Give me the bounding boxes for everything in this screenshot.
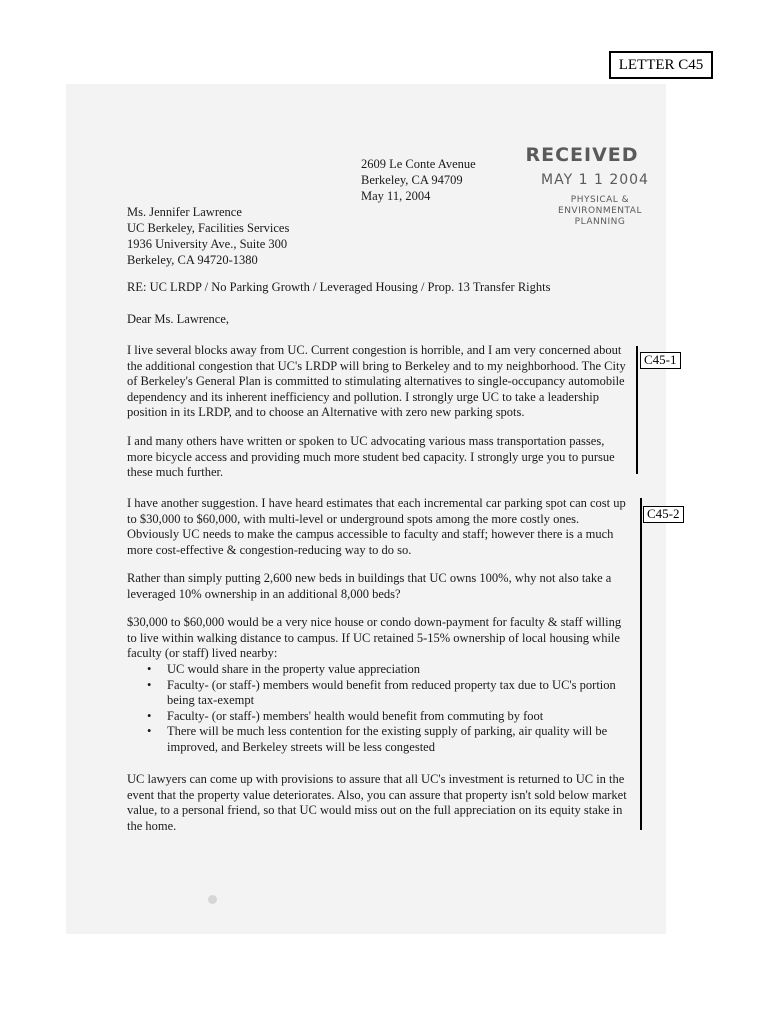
body-paragraph: Rather than simply putting 2,600 new beds in buildings that UC owns 100%, why not also take a leveraged 10% ownership in an additional 8,000 beds? [127,571,612,601]
recipient-city: Berkeley, CA 94720-1380 [127,253,258,267]
list-item: • Faculty- (or staff-) members would benefit from reduced property tax due to UC's portion being tax-exempt [127,678,633,709]
body-paragraph: UC lawyers can come up with provisions to assure that all UC's investment is returned to UC in the event that the property value deteriorates. Also, you can assure that property isn't sold below market value, to a personal friend, so that UC would miss out on the full appreciation on its equity stake in the home. [127,772,627,833]
recipient-name: Ms. Jennifer Lawrence [127,205,242,219]
list-item: • Faculty- (or staff-) members' health would benefit from commuting by foot [127,709,633,725]
comment-bracket-c45-2 [640,498,642,830]
benefits-list [127,662,633,756]
sender-street: 2609 Le Conte Avenue [361,157,476,171]
body-paragraph: $30,000 to $60,000 would be a very nice house or condo down-payment for faculty & staff willing to live within walking distance to campus. If UC retained 5-15% ownership of local housing while faculty (or staff) lived nearby: [127,615,622,661]
letter-date: May 11, 2004 [361,189,431,203]
body-paragraph: I live several blocks away from UC. Current congestion is horrible, and I am very concerned about the additional congestion that UC's LRDP will bring to Berkeley and to my neighborhood. The City of Berkeley's General Plan is committed to stimulating alternatives to single-occupancy automobile dependency and its inherent inefficiency and pollution. I strongly urge UC to take a leadership position in its LRDP, and to choose an Alternative with zero new parking spots. [127,343,626,420]
letter-tag: LETTER C45 [609,51,713,79]
comment-tag-c45-2: C45-2 [643,506,684,523]
sender-city: Berkeley, CA 94709 [361,173,463,187]
stamp-dept-line1: PHYSICAL & ENVIRONMENTAL [558,195,642,216]
stamp-dept-line2: PLANNING [574,217,626,227]
recipient-org: UC Berkeley, Facilities Services [127,221,290,235]
body-paragraph: I have another suggestion. I have heard estimates that each incremental car parking spot can cost up to $30,000 to $60,000, with multi-level or underground spots among the more costly ones. Obviously UC needs to make the campus accessible to faculty and staff; however there is a much more cost-effective & congestion-reducing way to do so. [127,496,626,557]
body-paragraph: I and many others have written or spoken to UC advocating various mass transportation passes, more bicycle access and providing much more student bed capacity. I strongly urge you to pursue these much further. [127,434,615,480]
scan-smudge [208,895,217,904]
sender-address [361,156,476,204]
recipient-street: 1936 University Ave., Suite 300 [127,237,288,251]
list-item: • There will be much less contention for the existing supply of parking, air quality will be improved, and Berkeley streets will be less congested [127,724,633,755]
comment-bracket-c45-1 [636,346,638,474]
stamp-department [550,195,650,228]
stamp-date: MAY 1 1 2004 [541,172,649,188]
stamp-title: RECEIVED [525,144,639,166]
list-item: • UC would share in the property value appreciation [127,662,633,678]
comment-tag-c45-1: C45-1 [640,352,681,369]
recipient-address [127,204,289,268]
subject-line: RE: UC LRDP / No Parking Growth / Leveraged Housing / Prop. 13 Transfer Rights [127,280,551,294]
received-stamp [480,144,650,238]
salutation: Dear Ms. Lawrence, [127,312,230,326]
